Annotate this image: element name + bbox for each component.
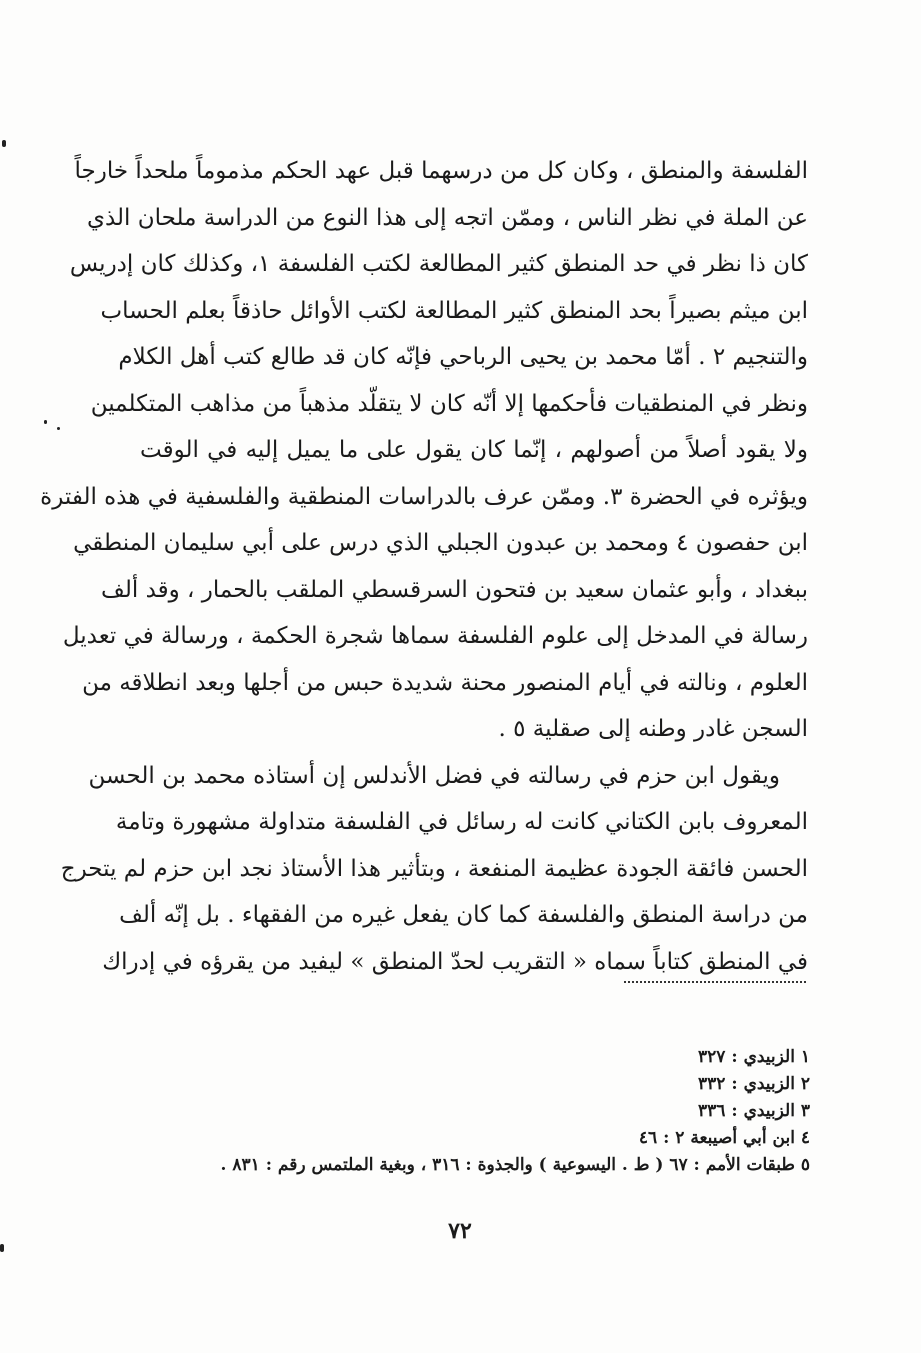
- text-line: ببغداد ، وأبو عثمان سعيد بن فتحون السرقسطي الملقب بالحمار ، وقد ألف: [101, 576, 808, 603]
- text-line: العلوم ، ونالته في أيام المنصور محنة شديدة حبس من أجلها وبعد انطلاقه من: [82, 669, 808, 696]
- text-line: ابن حفصون ٤ ومحمد بن عبدون الجبلي الذي درس على أبي سليمان المنطقي: [73, 530, 808, 556]
- text-line: ابن ميثم بصيراً بحد المنطق كثير المطالعة لكتب الأوائل حاذقاً بعلم الحساب: [100, 297, 808, 324]
- footnote-item: ١ الزبيدي : ٣٢٧: [698, 1047, 810, 1067]
- text-line: ونظر في المنطقيات فأحكمها إلا أنّه كان لا يتقلّد مذهباً من مذاهب المتكلمين: [90, 390, 808, 417]
- footnote-item: ٤ ابن أبي أصيبعة ٢ : ٤٦: [638, 1128, 810, 1148]
- text-line: ويقول ابن حزم في رسالته في فضل الأندلس إن أستاذه محمد بن الحسن: [88, 762, 780, 789]
- text-line: ولا يقود أصلاً من أصولهم ، إنّما كان يقول على ما يميل إليه في الوقت: [140, 437, 808, 463]
- scan-speck: [2, 140, 6, 147]
- footnote-item: ٣ الزبيدي : ٣٣٦: [698, 1101, 810, 1121]
- text-line: المعروف بابن الكتاني كانت له رسائل في الفلسفة متداولة مشهورة وتامة: [115, 809, 808, 835]
- text-line: في المنطق كتاباً سماه « التقريب لحدّ المنطق » ليفيد من يقرؤه في إدراك: [102, 948, 808, 975]
- footnote-item: ٢ الزبيدي : ٣٣٢: [698, 1074, 810, 1094]
- page-number: ٧٢: [448, 1218, 472, 1244]
- footnote-separator: [624, 981, 806, 983]
- main-text: [40, 148, 808, 985]
- text-line: ويؤثره في الحضرة ٣. وممّن عرف بالدراسات المنطقية والفلسفية في هذه الفترة: [40, 483, 808, 510]
- text-line: عن الملة في نظر الناس ، وممّن اتجه إلى هذا النوع من الدراسة ملحان الذي: [86, 204, 808, 231]
- text-line: الحسن فائقة الجودة عظيمة المنفعة ، وبتأثير هذا الأستاذ نجد ابن حزم لم يتحرج: [60, 855, 808, 882]
- text-line: والتنجيم ٢ . أمّا محمد بن يحيى الرباحي فإنّه كان قد طالع كتب أهل الكلام: [118, 344, 808, 370]
- text-line: رسالة في المدخل إلى علوم الفلسفة سماها شجرة الحكمة ، ورسالة في تعديل: [62, 623, 808, 649]
- scan-speck: [57, 427, 60, 430]
- scan-speck: [0, 1244, 4, 1252]
- text-line: من دراسة المنطق والفلسفة كما كان يفعل غيره من الفقهاء . بل إنّه ألف: [119, 902, 808, 928]
- text-line: الفلسفة والمنطق ، وكان كل من درسهما قبل عهد الحكم مذموماً ملحداً خارجاً: [74, 158, 808, 184]
- footnote-item: ٥ طبقات الأمم : ٦٧ ( ط . اليسوعية ) والجذوة : ٣١٦ ، وبغية الملتمس رقم : ٨٣١ .: [220, 1155, 810, 1175]
- footnotes: [170, 1044, 810, 1179]
- text-line: كان ذا نظر في حد المنطق كثير المطالعة لكتب الفلسفة ١، وكذلك كان إدريس: [69, 251, 808, 277]
- text-line: السجن غادر وطنه إلى صقلية ٥ .: [498, 716, 808, 742]
- scan-speck: [44, 420, 47, 424]
